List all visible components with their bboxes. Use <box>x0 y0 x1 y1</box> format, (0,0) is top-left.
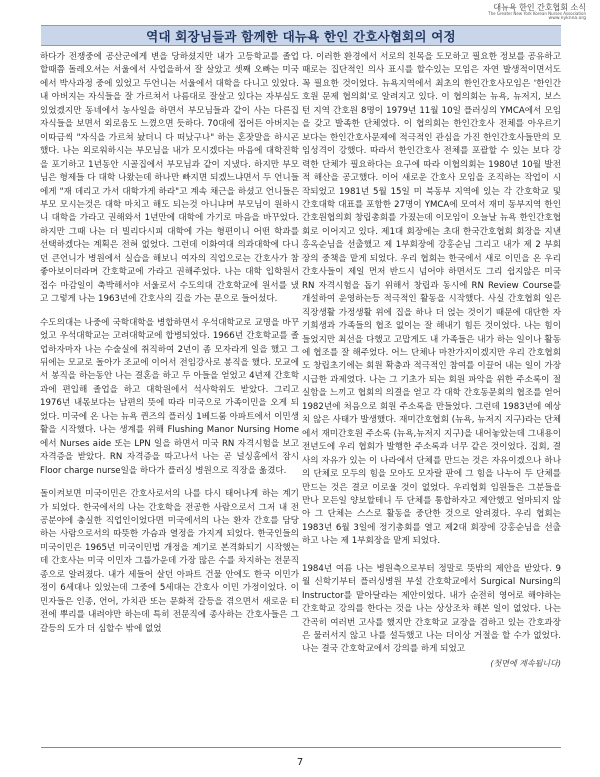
masthead <box>488 4 586 21</box>
page-number: 7 <box>296 757 304 768</box>
paragraph: 하다가 전쟁중에 공산군에게 변을 당하셨지만 내가 고등학교를 졸업할때쯤 돌레오셔는 서울에서 사업을하셔 잘 살았고 셋째 오빠는 미국에서 박사과정 중에 있었고 두언니는 서울에서 대학을 다니고 있었다. 내 아버지는 자식들을 잘 가르쳐서 나름대로 잘살고 있다는 자부심도 있었겠지만 동네에서 농사일을 하면서 부모님들과 같이 사는 다른집 자식들을 보면서 외로움도 느꼈으면 듯하다. 70대에 접어든 아버지는 이따금씩 "자식을 가르쳐 놨더니 다 떠났구나" 하는 혼잣말을 하시곤 했다. 나는 외로워하시는 부모님을 내가 모시겠다는 마음에 대학진학을 포기하고 1년동안 시골집에서 부모님과 같이 지냈다. 하지만 부모님은 형제들 다 대학 나왔는데 하나만 빠지면 되겠느냐면서 두 언니들에게 "재 데리고 가서 대학가게 하라"고 계속 채근을 하셨고 언니들은 부모 모시는것은 대학 마치고 해도 되는것 아니냐며 부모님이 원하시니 대학을 가라고 권해와서 1년만에 대학에 가기로 마음을 바꾸었다. 하지만 그때 나는 더 빌리다시피 대학에 가는 형편이니 어떤 학과를 선택하겠다는 계획은 전혀 없었다. 그런데 이화여대 의과대학에 다니던 큰언니가 병원에서 실습을 해보니 여자의 직업으로는 간호사가 참 좋아보이더라며 간호학교에 가라고 권해주었다. 나는 대학 입학원서 접수 마감일이 축박해서야 서울로서 수도의대 간호학교에 원서를 냈고 그렇게 나는 1963년에 간호사의 길을 가는 문으로 들어섰다. <box>40 52 299 305</box>
masthead-subtitle: The Greater New York Korean Nurses Association <box>488 11 586 17</box>
paragraph-text: 1984년 여름 나는 병원측으로부터 정말로 뜻밖의 제안을 받았다. 9월 신학기부터 플러싱병원 부설 간호학교에서 Surgical Nursing의 Instructor를 맡아달라는 제안이었다. 내가 순전히 영어로 해야하는 간호학교 강의를 한다는 것을 나는 상상조차 해본 일이 없었다. 나는 간곡히 여러번 고사를 했지만 간호학교 교장을 겸하고 있는 간호과장은 물러서지 않고 나를 설득했고 나는 더이상 거절을 할 수가 없었다. 나는 결국 간호학교에서 강의를 하게 되었고 <box>302 563 561 655</box>
footer-divider <box>41 747 561 748</box>
left-column <box>40 51 299 646</box>
paragraph: 수도의대는 나중에 국학대학을 병합하면서 우석대학교로 교명을 바꾸었고 우석대학교는 고려대학교에 합병되었다. 1966년 간호학교를 졸업하자마자 나는 수술실에 취직하여 2년이 좀 모자라게 일을 했고 그뒤에는 모교로 돌아가 조교에 이어서 전임강사로 봉직을 했다. 모교에서 봉직을 하는동안 나는 결혼을 하고 두 아들을 얻었고 4년제 간호학과에 편입해 졸업을 하고 대학원에서 석사학위도 받았다. 그리고 1976년 내몫보다는 남편의 뜻에 따라 미국으로 가족이민을 오게 되었다. 미국에 온 나는 뉴욕 퀸즈의 플러싱 1베드룸 아파트에서 이민생활을 시작했다. 나는 생계를 위해 Flushing Manor Nursing Home에서 Nurses aide 또는 LPN 일을 하면서 미국 RN 자격시험을 보고 자격증을 받았다. RN 자격증을 따고나서 나는 곧 널싱홈에서 잠시 Floor charge nurse일을 하다가 플러싱 병원으로 직장을 옮겼다. <box>40 317 299 476</box>
paragraph <box>302 563 561 671</box>
paragraph: 돌이켜보면 미국이민은 간호사로서의 나를 다시 태어나게 하는 계기가 되었다. 한국에서의 나는 간호학을 전공한 사람으로서 그저 내 전공분야에 충실한 직업인이었다면 미국에서의 나는 환자 간호를 담당하는 사람으로서의 따뜻한 가슴과 열정을 가지게 되었다. 한국인들의 미국이민은 1965년 미국이민법 개정을 계기로 본격화되기 시작했는데 간호사는 미국 이민자 그룹가운데 가장 많은 수를 차지하는 전문직종으로 알려졌다. 내가 세들어 살던 아파트 건물 안에도 한국 이민가정이 6세대나 있었는데 그중에 5세대는 간호사 이민 가정이었다. 이민자들은 인종, 언어, 가치관 또는 문화적 갈등을 겪으면서 새로운 터전에 뿌리를 내려야만 하는데 특히 전문직에 종사하는 간호사들은 그 갈등의 도가 더 심할수 밖에 없었 <box>40 489 299 634</box>
masthead-url: www.nyknna.org <box>548 15 586 21</box>
article-title: 역대 회장님들과 함께한 대뉴욕 한인 간호사협회의 여정 <box>146 28 456 44</box>
article-title-bar <box>41 25 561 46</box>
masthead-title: 대뉴욕 한인 간호협회 소식 <box>493 3 586 12</box>
continued-note: (첫면에 계속됩니다) <box>490 658 561 668</box>
paragraph: 다. 이러한 환경에서 서로의 친목을 도모하고 필요한 정보를 공유하고 때로는 집단적인 의사 표시를 할수있는 모임은 자연 발생적이면서도 꼭 필요한 것이었다. 뉴욕지역에서 최초의 한인간호사모임은 '한인간호원 문제 협의회'로 알려지고 있다. 이 협의회는 뉴욕, 뉴저지, 보스턴 지역 간호원 8명이 1979년 11월 10일 플러싱의 YMCA에서 모임을 갖고 발족한 단체였다. 이 협의회는 한인간호사 전체를 아우르기 보다는 한인간호사문제에 적극적인 관심을 가진 한인간호사들만의 모임성격이 강했다. 따라서 한인간호사 전체를 포괄할 수 있는 보다 강력한 단체가 필요하다는 요구에 따라 이협의회는 1980년 10월 발전적 해산을 공고했다. 이어 새로운 간호사 모임을 조직하는 작업이 시작되었고 1981년 5월 15일 미 북동부 지역에 있는 각 간호학교 및 간호대학 대표를 포함한 27명이 YMCA에 모여서 재미 동부지역 한인간호원협의회 창립총회를 가졌는데 이모임이 오늘날 뉴욕 한인간호협회로 이어지고 있다. 제1대 회장에는 초대 한국간호협회 회장을 지낸 홍옥순님을 선출했고 제 1부회장에 강홍순님 그리고 내가 제 2 부회장의 중책을 맡게 되었다. 우리 협회는 한국에서 새로 이민을 온 우리 간호사들이 제일 먼저 반드시 넘어야 하면서도 그리 쉽지않은 미국 RN 자격시험을 돕기 위해서 창립과 동시에 RN Review Course를 개설하여 운영하는등 적극적인 활동을 시작했다. 사실 간호협회 일은 직장생활 가정생활 위에 집을 하나 더 얹는 것이기 때문에 대단한 자기희생과 가족들의 협조 없이는 잘 해내기 힘든 것이었다. 나는 힘이 들었지만 최선을 다했고 고맙게도 내 가족들은 내가 하는 일이나 활동에 협조를 잘 해주었다. 어느 단체나 마찬가지이겠지만 우리 간호협회도 창립초기에는 회원 확충과 적극적인 참여를 이끌어 내는 일이 가장 시급한 과제였다. 나는 그 기초가 되는 회원 파악을 위한 주소록이 절실함을 느끼고 협회의 의결을 얻고 각 대학 간호동문회의 협조를 얻어 1982년에 처음으로 회원 주소록을 만들었다. 그런데 1983년에 예상치 않은 사태가 발생했다. 재미간호협회 (뉴욕, 뉴저지 지구)라는 단체에서 재미간호원 주소록 (뉴욕,뉴저지 지구)을 내어놓았는데 그내용이 전년도에 우리 협회가 발행한 주소록과 너무 같은 것이었다. 집회, 결사의 자유가 있는 이 나라에서 단체를 만드는 것은 자유이겠으나 하나의 단체로 모두의 힘을 모아도 모자랄 판에 그 힘을 나누어 두 단체를 만드는 것은 결코 이로울 것이 없었다. 우리협회 임원들은 그분들을 만나 모든일 양보할테니 두 단체를 통합하자고 제안했고 얼마되지 않아 그 단체는 스스로 활동을 중단한 것으로 알려졌다. 우리 협회는 1983년 6월 3일에 정기총회를 열고 제2대 회장에 강홍순님을 선출하고 나는 제 1부회장을 맡게 되었다. <box>302 52 561 547</box>
right-column <box>302 51 561 680</box>
